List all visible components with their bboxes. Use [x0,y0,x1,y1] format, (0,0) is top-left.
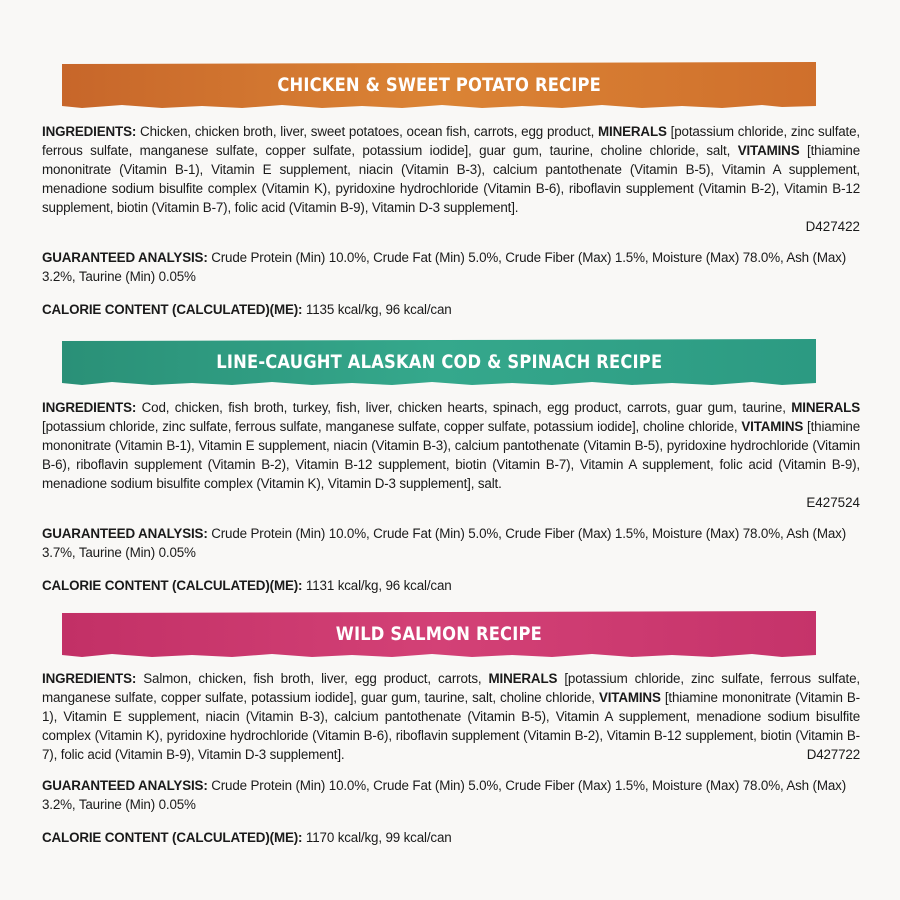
product-code: E427524 [806,495,860,510]
ingredients-text: [potassium chloride, zinc sulfate, ferrous sulfate, manganese sulfate, copper sulfate, potassium iodide], guar gum, taurine, salt, choline chloride, [42,671,860,705]
calorie-content [42,300,860,319]
calorie-content [42,828,860,847]
ingredients-label: INGREDIENTS: [42,400,137,415]
calorie-text: 1131 kcal/kg, 96 kcal/can [302,578,452,593]
recipe-details-salmon [42,669,860,847]
analysis-label: GUARANTEED ANALYSIS: [42,526,208,541]
recipe-banner-chicken [62,62,816,108]
analysis-text: Crude Protein (Min) 10.0%, Crude Fat (Min) 5.0%, Crude Fiber (Max) 1.5%, Moisture (Max) 78.0%, Ash (Max) 3.2%, Taurine (Min) 0.05% [42,250,847,284]
ingredients-text: Salmon, chicken, fish broth, liver, egg product, carrots, [136,671,489,686]
vitamins-label: VITAMINS [741,419,804,434]
product-code: D427422 [805,219,860,234]
recipe-details-chicken [42,122,860,319]
analysis-label: GUARANTEED ANALYSIS: [42,250,208,265]
product-code: D427722 [806,747,860,762]
calorie-content [42,576,860,595]
analysis-label: GUARANTEED ANALYSIS: [42,778,208,793]
ingredients-text: [potassium chloride, zinc sulfate, ferrous sulfate, manganese sulfate, copper sulfate, potassium iodide], guar gum, taurine, choline chloride, salt, [42,124,860,158]
minerals-label: MINERALS [598,124,667,139]
recipe-banner-cod [62,339,816,385]
minerals-label: MINERALS [791,400,860,415]
ingredients-text: [thiamine mononitrate (Vitamin B-1), Vitamin E supplement, niacin (Vitamin B-3), calcium pantothenate (Vitamin B-5), Vitamin A supplement, menadione sodium bisulfite complex (Vitamin K), pyridoxine hydrochloride (Vitamin B-6), riboflavin supplement (Vitamin B-2), Vitamin B-12 supplement, biotin (Vitamin B-7), folic acid (Vitamin B-9), Vitamin D-3 supplement]. [42,143,861,215]
guaranteed-analysis [42,248,860,286]
ingredients-label: INGREDIENTS: [42,124,137,139]
recipe-title: WILD SALMON RECIPE [335,623,543,645]
ingredients-text: Cod, chicken, fish broth, turkey, fish, liver, chicken hearts, spinach, egg product, carrots, guar gum, taurine, [136,400,792,415]
analysis-text: Crude Protein (Min) 10.0%, Crude Fat (Min) 5.0%, Crude Fiber (Max) 1.5%, Moisture (Max) 78.0%, Ash (Max) 3.2%, Taurine (Min) 0.05% [42,778,847,812]
recipe-title: CHICKEN & SWEET POTATO RECIPE [277,74,601,96]
ingredients-text: [potassium chloride, zinc sulfate, ferrous sulfate, manganese sulfate, copper sulfate, potassium iodide], choline chloride, [42,419,742,434]
ingredients-label: INGREDIENTS: [42,671,137,686]
minerals-label: MINERALS [488,671,558,686]
ingredients-text: [thiamine mononitrate (Vitamin B-1), Vitamin E supplement, niacin (Vitamin B-3), calcium pantothenate (Vitamin B-5), Vitamin A supplement, menadione sodium bisulfite complex (Vitamin K), pyridoxine hydrochloride (Vitamin B-6), riboflavin supplement (Vitamin B-2), Vitamin B-12 supplement, biotin (Vitamin B-7), folic acid (Vitamin B-9), Vitamin D-3 supplement]. [42,690,860,762]
vitamins-label: VITAMINS [598,690,661,705]
ingredients-text: [thiamine mononitrate (Vitamin B-1), Vitamin E supplement, niacin (Vitamin B-3), calcium pantothenate (Vitamin B-5), pyridoxine hydrochloride (Vitamin B-6), riboflavin supplement (Vitamin B-2), Vitamin B-12 supplement, biotin (Vitamin B-7), Vitamin A supplement, folic acid (Vitamin B-9), menadione sodium bisulfite complex (Vitamin K), Vitamin D-3 supplement], salt. [42,419,860,491]
guaranteed-analysis [42,524,860,562]
recipe-title: LINE-CAUGHT ALASKAN COD & SPINACH RECIPE [216,351,662,373]
calorie-label: CALORIE CONTENT (CALCULATED)(ME): [42,302,303,317]
calorie-label: CALORIE CONTENT (CALCULATED)(ME): [42,578,303,593]
recipe-details-cod [42,398,860,595]
ingredients-paragraph [42,122,860,217]
calorie-text: 1135 kcal/kg, 96 kcal/can [302,302,452,317]
calorie-text: 1170 kcal/kg, 99 kcal/can [302,830,452,845]
analysis-text: Crude Protein (Min) 10.0%, Crude Fat (Min) 5.0%, Crude Fiber (Max) 1.5%, Moisture (Max) 78.0%, Ash (Max) 3.7%, Taurine (Min) 0.05% [42,526,847,560]
ingredients-text: Chicken, chicken broth, liver, sweet potatoes, ocean fish, carrots, egg product, [136,124,599,139]
ingredients-paragraph [42,669,860,764]
calorie-label: CALORIE CONTENT (CALCULATED)(ME): [42,830,303,845]
vitamins-label: VITAMINS [737,143,800,158]
guaranteed-analysis [42,776,860,814]
recipe-banner-salmon [62,611,816,657]
ingredients-paragraph [42,398,860,493]
